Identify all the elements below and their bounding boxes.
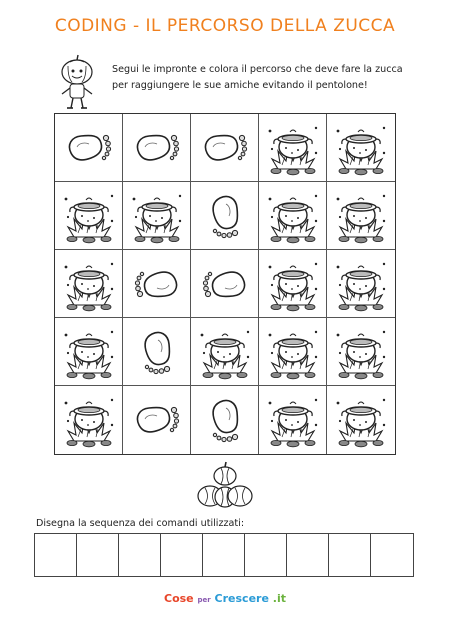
foot-left-footprint-icon (196, 255, 254, 313)
page-title: CODING - IL PERCORSO DELLA ZUCCA (54, 16, 396, 36)
sequence-box[interactable] (329, 534, 371, 576)
grid-cell[interactable] (259, 114, 327, 182)
brand-part-4: .it (272, 592, 286, 605)
foot-right-footprint-icon (128, 119, 186, 177)
sequence-box[interactable] (119, 534, 161, 576)
grid-cell[interactable] (191, 250, 259, 318)
instructions-line-1: Segui le impronte e colora il percorso che deve fare la zucca (112, 64, 403, 75)
grid-cell[interactable] (123, 182, 191, 250)
grid-cell[interactable] (55, 318, 123, 386)
cauldron-icon (332, 119, 390, 177)
cauldron-icon (196, 323, 254, 381)
sequence-box[interactable] (287, 534, 329, 576)
grid-cell[interactable] (123, 250, 191, 318)
cauldron-icon (60, 187, 118, 245)
grid-cell[interactable] (259, 182, 327, 250)
grid-cell[interactable] (327, 182, 395, 250)
brand-part-2: per (197, 596, 211, 604)
cauldron-icon (332, 391, 390, 449)
brand-logo (0, 592, 450, 605)
cauldron-icon (264, 119, 322, 177)
sequence-box[interactable] (77, 534, 119, 576)
grid-cell[interactable] (191, 114, 259, 182)
sequence-box[interactable] (161, 534, 203, 576)
sequence-box[interactable] (35, 534, 77, 576)
cauldron-icon (264, 187, 322, 245)
grid-cell[interactable] (123, 318, 191, 386)
grid-cell[interactable] (55, 386, 123, 454)
grid-cell[interactable] (327, 114, 395, 182)
foot-down-footprint-icon (196, 187, 254, 245)
grid-cell[interactable] (55, 182, 123, 250)
grid-cell[interactable] (327, 250, 395, 318)
brand-part-3: Crescere (214, 592, 269, 605)
path-grid (54, 113, 396, 455)
foot-right-footprint-icon (60, 119, 118, 177)
sequence-label: Disegna la sequenza dei comandi utilizzati: (36, 518, 245, 529)
cauldron-icon (332, 187, 390, 245)
grid-cell[interactable] (123, 386, 191, 454)
grid-cell[interactable] (327, 318, 395, 386)
grid-cell[interactable] (55, 114, 123, 182)
cauldron-icon (60, 323, 118, 381)
grid-cell[interactable] (327, 386, 395, 454)
pumpkin-friends-icon (196, 460, 254, 510)
foot-left-footprint-icon (128, 255, 186, 313)
foot-right-footprint-icon (128, 391, 186, 449)
cauldron-icon (264, 391, 322, 449)
grid-cell[interactable] (259, 250, 327, 318)
grid-cell[interactable] (123, 114, 191, 182)
grid-cell[interactable] (191, 318, 259, 386)
sequence-box[interactable] (203, 534, 245, 576)
sequence-boxes (34, 533, 414, 577)
brand-part-1: Cose (164, 592, 194, 605)
foot-down-footprint-icon (128, 323, 186, 381)
grid-cell[interactable] (55, 250, 123, 318)
cauldron-icon (60, 391, 118, 449)
foot-right-footprint-icon (196, 119, 254, 177)
grid-cell[interactable] (191, 386, 259, 454)
sequence-box[interactable] (371, 534, 413, 576)
foot-down-footprint-icon (196, 391, 254, 449)
instructions-line-2: per raggiungere le sue amiche evitando il pentolone! (112, 80, 368, 91)
grid-cell[interactable] (191, 182, 259, 250)
cauldron-icon (60, 255, 118, 313)
cauldron-icon (332, 255, 390, 313)
pumpkin-mascot-icon (52, 54, 102, 112)
cauldron-icon (332, 323, 390, 381)
grid-cell[interactable] (259, 318, 327, 386)
cauldron-icon (264, 323, 322, 381)
sequence-box[interactable] (245, 534, 287, 576)
cauldron-icon (128, 187, 186, 245)
instructions (112, 62, 412, 94)
grid-cell[interactable] (259, 386, 327, 454)
cauldron-icon (264, 255, 322, 313)
